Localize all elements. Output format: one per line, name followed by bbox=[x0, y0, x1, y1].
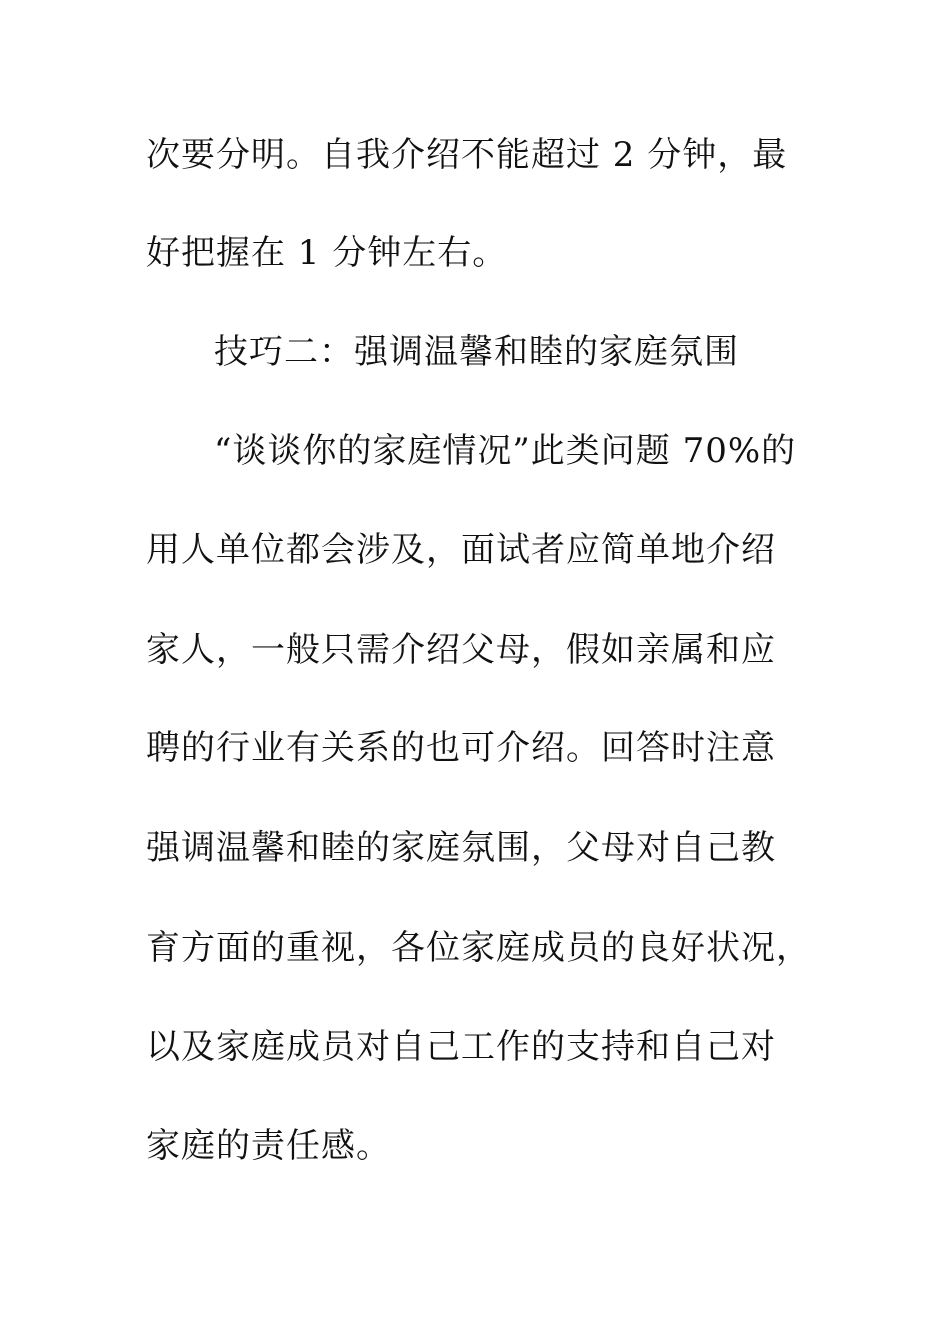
paragraph-line: 次要分明。自我介绍不能超过 2 分钟，最 bbox=[146, 135, 788, 175]
paragraph-line: 家人，一般只需介绍父母，假如亲属和应 bbox=[146, 630, 776, 670]
section-heading: 技巧二：强调温馨和睦的家庭氛围 bbox=[214, 332, 739, 372]
paragraph-line: 育方面的重视，各位家庭成员的良好状况， bbox=[146, 928, 811, 968]
paragraph-line: 以及家庭成员对自己工作的支持和自己对 bbox=[146, 1027, 776, 1067]
paragraph-line: 用人单位都会涉及，面试者应简单地介绍 bbox=[146, 530, 776, 570]
paragraph-line: 好把握在 1 分钟左右。 bbox=[146, 233, 508, 273]
paragraph-line: “谈谈你的家庭情况”此类问题 70%的 bbox=[214, 431, 797, 471]
paragraph-line: 家庭的责任感。 bbox=[146, 1126, 391, 1166]
paragraph-line: 聘的行业有关系的也可介绍。回答时注意 bbox=[146, 728, 776, 768]
paragraph-line: 强调温馨和睦的家庭氛围，父母对自己教 bbox=[146, 828, 776, 868]
